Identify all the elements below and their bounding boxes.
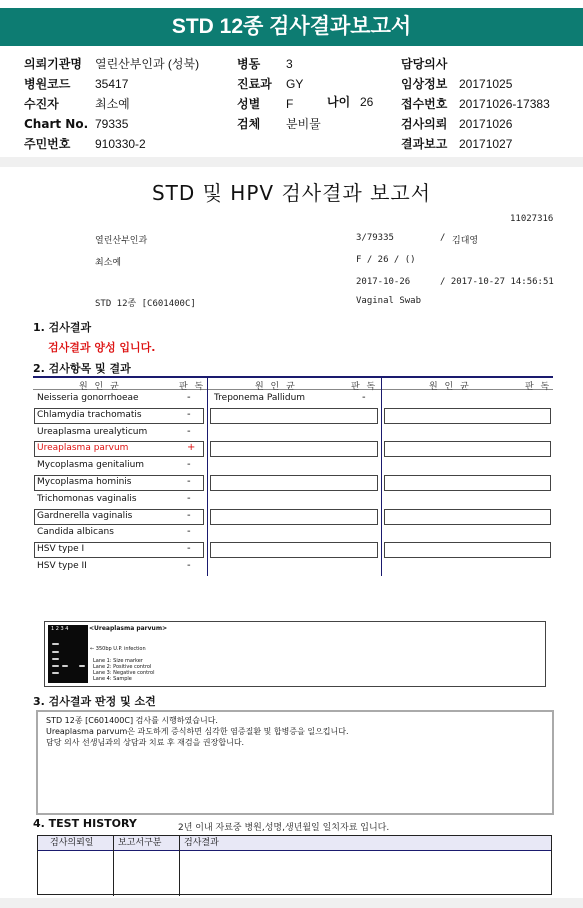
judgement-mark: - [187,560,191,571]
info-value: 분비물 [286,117,321,131]
info-value: 20171026 [459,117,513,131]
patient-info [0,53,583,153]
info-key: 성별 [237,97,261,111]
section-4-heading: 4. TEST HISTORY [33,817,137,830]
opinion-box [36,710,554,815]
specimen-type: Vaginal Swab [356,296,422,306]
hospital-name: 열린산부인과 [95,236,148,246]
result-empty-box [210,475,378,491]
bottom-divider [0,898,583,908]
gel-legend-line: Lane 3: Negative control [93,670,155,676]
info-key: 임상정보 [401,77,448,91]
judgement-mark: - [362,392,366,403]
judgement-mark: - [187,392,191,403]
judgement-mark: - [187,492,191,504]
results-table-header [33,376,553,390]
age-value: 26 [360,95,374,109]
info-key: 결과보고 [401,137,448,151]
result-empty-box [384,542,551,558]
info-key: 주민번호 [24,137,71,151]
result-empty-box [384,441,551,457]
result-empty-box [210,408,378,424]
result-empty-box [210,441,378,457]
pathogen-name: Neisseria gonorrhoeae [37,393,139,403]
col-pathogen-1: 원 인 균 [79,382,121,392]
col-judgement-3: 판 독 [525,382,552,392]
info-value: 910330-2 [95,137,146,151]
sex-age: F / 26 / () [356,255,416,265]
info-key: 의뢰기관명 [24,57,82,71]
info-value: 20171027 [459,137,513,151]
pathogen-name: Mycoplasma genitalium [37,460,145,471]
table-divider-1 [207,376,208,576]
judgement-mark: - [187,425,191,437]
gel-legend-line: Lane 4: Sample [93,676,132,682]
pathogen-name: Trichomonas vaginalis [37,493,137,504]
gel-lane-numbers: 1 2 3 4 [51,626,69,632]
test-history-table [37,835,552,895]
report-date: / 2017-10-27 14:56:51 [440,277,554,287]
opinion-line: 담당 의사 선생님과의 상담과 치료 후 재검을 권장합니다. [46,738,245,747]
info-value: 최소예 [95,97,130,111]
col-pathogen-3: 원 인 균 [429,382,471,392]
info-value: 35417 [95,77,129,91]
patient-name: 최소예 [95,258,122,268]
col-judgement-1: 판 독 [179,382,206,392]
report-header-title: STD 12종 검사결과보고서 [0,8,583,46]
positive-result-text: 검사결과 양성 입니다. [48,341,156,354]
info-key: Chart No. [24,117,89,131]
doctor-name: 김대영 [452,236,479,246]
info-key: 접수번호 [401,97,448,111]
info-value: 3 [286,57,293,71]
info-value: 열린산부인과 (성북) [95,57,200,71]
info-value: 20171026-17383 [459,97,550,111]
chart-number: 3/79335 [356,233,394,243]
report-number: 11027316 [510,214,554,224]
pathogen-name: Chlamydia trachomatis [37,409,142,420]
opinion-line: Ureaplasma parvum은 과도하게 증식하면 심각한 염증질환 및 합병증을 일으킵니다. [46,727,349,736]
judgement-mark: - [187,526,191,538]
slash-separator: / [440,233,446,243]
pathogen-name: Ureaplasma urealyticum [37,426,148,437]
info-value: F [286,97,294,111]
opinion-line: STD 12종 [C601400C] 검사를 시행하였습니다. [46,716,218,725]
info-key: 수진자 [24,97,59,111]
info-key: 담당의사 [401,57,448,71]
info-key: 병동 [237,57,261,71]
judgement-mark: - [187,543,191,555]
table-divider-2 [381,376,382,576]
info-key: 진료과 [237,77,272,91]
result-empty-box [384,408,551,424]
gel-legend-line: Lane 2: Positive control [93,664,152,670]
judgement-mark: - [187,476,191,487]
result-empty-box [210,542,378,558]
history-note: 2년 이내 자료중 병원,성명,생년월일 일치자료 입니다. [178,823,390,833]
pathogen-name: HSV type II [37,561,87,571]
judgement-mark: - [187,408,191,420]
info-key: 검사의뢰 [401,117,448,131]
section-1-heading: 1. 검사결과 [33,321,92,334]
report-title: STD 및 HPV 검사결과 보고서 [151,181,432,205]
info-value: GY [286,77,304,91]
result-empty-box [210,509,378,525]
section-2-heading: 2. 검사항목 및 결과 [33,362,131,375]
section-3-heading: 3. 검사결과 판정 및 소견 [33,695,156,708]
judgement-mark: - [187,509,191,521]
gel-electrophoresis-image [44,621,546,687]
info-key: 검체 [237,117,261,131]
judgement-mark: + [187,442,196,454]
gel-photo [48,625,88,683]
history-col-report-type: 보고서구분 [114,836,180,896]
age-key: 나이 [327,95,351,109]
pathogen-name: Mycoplasma hominis [37,477,132,487]
pathogen-name: Gardnerella vaginalis [37,510,133,521]
history-col-result: 검사결과 [184,838,219,848]
arrow-icon: ← [90,646,95,652]
pathogen-name: Candida albicans [37,527,114,538]
col-pathogen-2: 원 인 균 [255,382,297,392]
section-divider [0,157,583,167]
result-empty-box [384,475,551,491]
request-date: 2017-10-26 [356,277,411,287]
judgement-mark: - [187,459,191,471]
history-col-request-date: 검사의뢰일 [38,836,114,896]
gel-arrow-label [90,646,146,652]
gel-title: <Ureaplasma parvum> [89,625,168,632]
result-empty-box [384,509,551,525]
col-judgement-2: 판 독 [351,382,378,392]
gel-arrow-text: 350bp U.P. infection [95,646,146,652]
info-value: 20171025 [459,77,513,91]
info-value: 79335 [95,117,129,131]
gel-legend-line: Lane 1: Size marker [93,658,143,664]
pathogen-name: Ureaplasma parvum [37,443,129,454]
info-key: 병원코드 [24,77,71,91]
pathogen-name: HSV type I [37,544,85,555]
test-code: STD 12종 [C601400C] [95,299,196,309]
pathogen-name: Treponema Pallidum [214,393,306,403]
report-body [0,167,583,902]
